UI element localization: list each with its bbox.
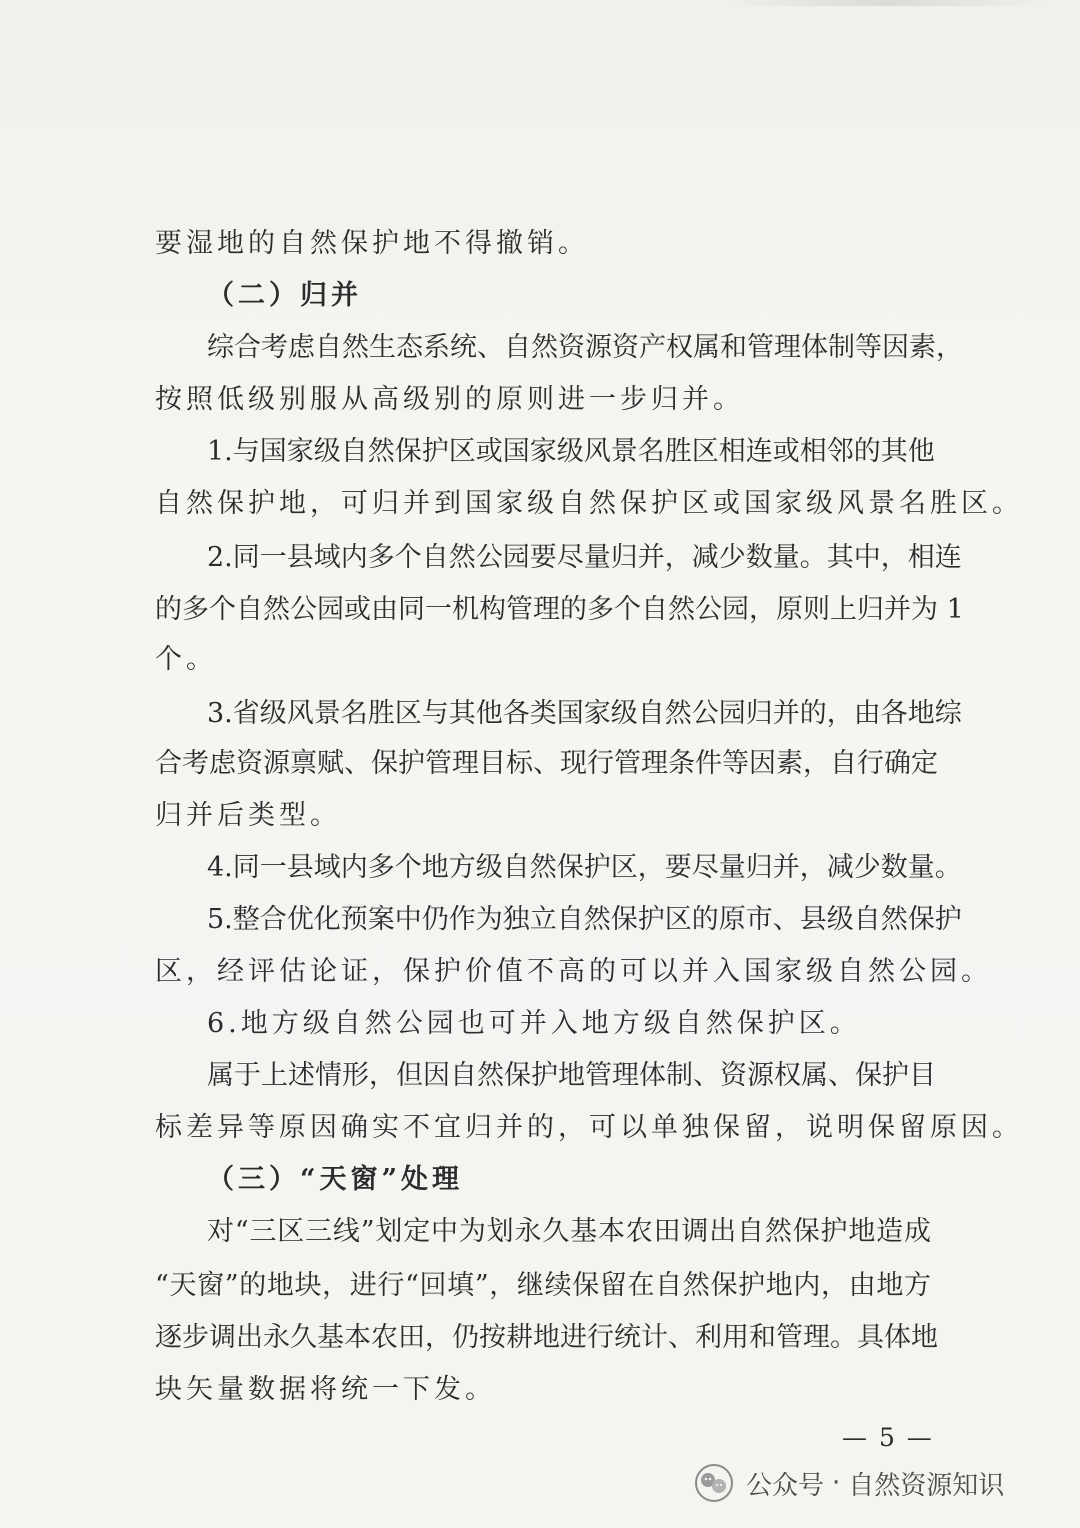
text-line: 标差异等原因确实不宜归并的，可以单独保留，说明保留原因。: [155, 1112, 1023, 1143]
page-number: — 5 —: [842, 1423, 934, 1452]
wechat-official-account-icon: [694, 1463, 734, 1503]
text-line: 的多个自然公园或由同一机构管理的多个自然公园，原则上归并为 1: [155, 594, 964, 625]
text-line: 属于上述情形，但因自然保护地管理体制、资源权属、保护目: [207, 1060, 936, 1091]
scan-edge-shadow: [720, 0, 1050, 6]
wechat-watermark: [694, 1460, 1004, 1506]
watermark-separator: ·: [832, 1468, 841, 1498]
text-line: 按照低级别服从高级别的原则进一步归并。: [155, 384, 744, 415]
text-line: 2.同一县域内多个自然公园要尽量归并，减少数量。其中，相连: [207, 542, 962, 573]
text-line: 要湿地的自然保护地不得撤销。: [155, 228, 589, 259]
text-line: 归并后类型。: [155, 800, 341, 831]
text-line: 逐步调出永久基本农田，仍按耕地进行统计、利用和管理。具体地: [155, 1322, 938, 1353]
text-line: 1.与国家级自然保护区或国家级风景名胜区相连或相邻的其他: [207, 436, 935, 467]
text-line: 区，经评估论证，保护价值不高的可以并入国家级自然公园。: [155, 956, 992, 987]
text-line: 6.地方级自然公园也可并入地方级自然保护区。: [207, 1008, 861, 1039]
text-line: 个。: [155, 644, 217, 675]
text-line: 综合考虑自然生态系统、自然资源资产权属和管理体制等因素，: [207, 332, 963, 363]
text-line: “天窗”的地块，进行“回填”，继续保留在自然保护地内，由地方: [155, 1270, 931, 1301]
section-heading-merge: （二）归并: [207, 280, 362, 311]
text-line: 4.同一县域内多个地方级自然保护区，要尽量归并，减少数量。: [207, 852, 962, 883]
text-line: 自然保护地，可归并到国家级自然保护区或国家级风景名胜区。: [155, 488, 1023, 519]
watermark-label: 公众号: [746, 1470, 825, 1501]
section-heading-skylight: （三）“天窗”处理: [207, 1164, 464, 1195]
text-line: 对“三区三线”划定中为划永久基本农田调出自然保护地造成: [207, 1216, 931, 1247]
text-line: 合考虑资源禀赋、保护管理目标、现行管理条件等因素，自行确定: [155, 748, 938, 779]
text-line: 块矢量数据将统一下发。: [155, 1374, 496, 1405]
text-line: 3.省级风景名胜区与其他各类国家级自然公园归并的，由各地综: [207, 698, 962, 729]
text-line: 5.整合优化预案中仍作为独立自然保护区的原市、县级自然保护: [207, 904, 962, 935]
watermark-account-name: 自然资源知识: [848, 1470, 1005, 1501]
